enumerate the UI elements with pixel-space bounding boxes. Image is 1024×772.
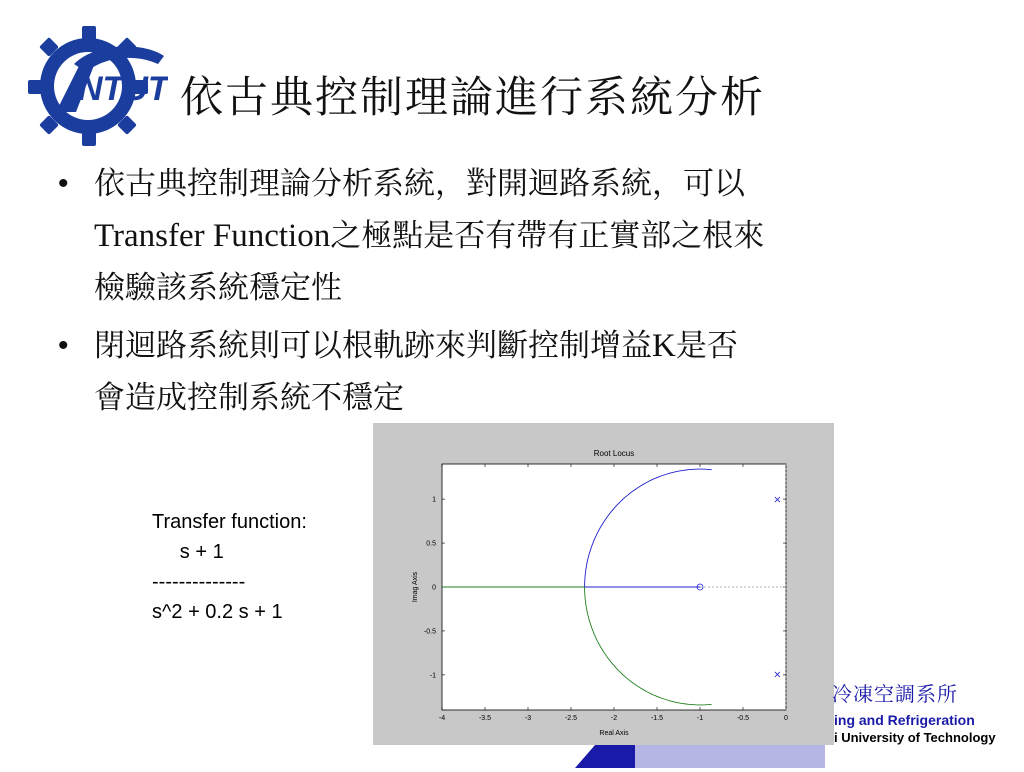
x-tick-label: -1 bbox=[696, 715, 704, 722]
gear-logo-icon bbox=[26, 20, 168, 150]
bullet-item-closed-loop bbox=[56, 320, 936, 424]
bullet-item-open-loop bbox=[56, 158, 936, 314]
bullet-marker: • bbox=[58, 329, 69, 362]
x-axis-label: Real Axis bbox=[599, 730, 629, 737]
bullet-1-line3: 檢驗該系統穩定性 bbox=[94, 270, 342, 306]
y-tick-label: 0.5 bbox=[426, 540, 436, 548]
bullet-list bbox=[56, 158, 936, 430]
logo-text: NTUT bbox=[78, 70, 168, 108]
x-tick-label: -1.5 bbox=[650, 715, 664, 722]
bullet-1-latin: Transfer Function bbox=[94, 218, 331, 254]
chart-title: Root Locus bbox=[593, 449, 635, 458]
root-locus-chart bbox=[373, 423, 834, 745]
tf-numerator: s + 1 bbox=[152, 541, 224, 563]
x-tick-label: -3.5 bbox=[478, 715, 492, 722]
x-tick-label: -3 bbox=[524, 715, 532, 722]
transfer-function bbox=[152, 507, 307, 627]
footer-decoration bbox=[575, 745, 825, 768]
x-tick-label: 0 bbox=[784, 715, 788, 722]
bullet-2-latin: K bbox=[652, 328, 676, 364]
tf-divider: -------------- bbox=[152, 571, 246, 593]
university-name-en: i University of Technology bbox=[834, 730, 996, 745]
y-tick-label: -1 bbox=[429, 672, 436, 680]
department-name-en: ing and Refrigeration bbox=[834, 712, 975, 728]
tf-denominator: s^2 + 0.2 s + 1 bbox=[152, 601, 283, 623]
tf-header: Transfer function: bbox=[152, 511, 307, 533]
bullet-2-line2: 會造成控制系統不穩定 bbox=[94, 380, 404, 416]
y-axis-label: Imag Axis bbox=[412, 571, 419, 603]
bullet-2-part1: 閉迴路系統則可以根軌跡來判斷控制增益 bbox=[94, 328, 652, 364]
university-logo bbox=[26, 20, 168, 150]
x-tick-label: -2 bbox=[610, 715, 618, 722]
y-tick-label: 1 bbox=[432, 496, 436, 504]
slide-title: 依古典控制理論進行系統分析 bbox=[180, 73, 765, 123]
x-tick-label: -4 bbox=[438, 715, 446, 722]
department-name-cn: 冷凍空調系所 bbox=[832, 682, 958, 706]
bullet-2-part2: 是否 bbox=[675, 328, 738, 364]
y-tick-label: 0 bbox=[432, 584, 436, 592]
bullet-marker: • bbox=[58, 167, 69, 200]
x-tick-label: -0.5 bbox=[736, 715, 750, 722]
bullet-1-line2: 之極點是否有帶有正實部之根來 bbox=[330, 218, 765, 254]
x-tick-label: -2.5 bbox=[564, 715, 578, 722]
bullet-1-line1: 依古典控制理論分析系統，對開迴路系統，可以 bbox=[94, 166, 745, 202]
y-tick-label: -0.5 bbox=[423, 628, 436, 636]
root-locus-figure bbox=[373, 423, 834, 745]
